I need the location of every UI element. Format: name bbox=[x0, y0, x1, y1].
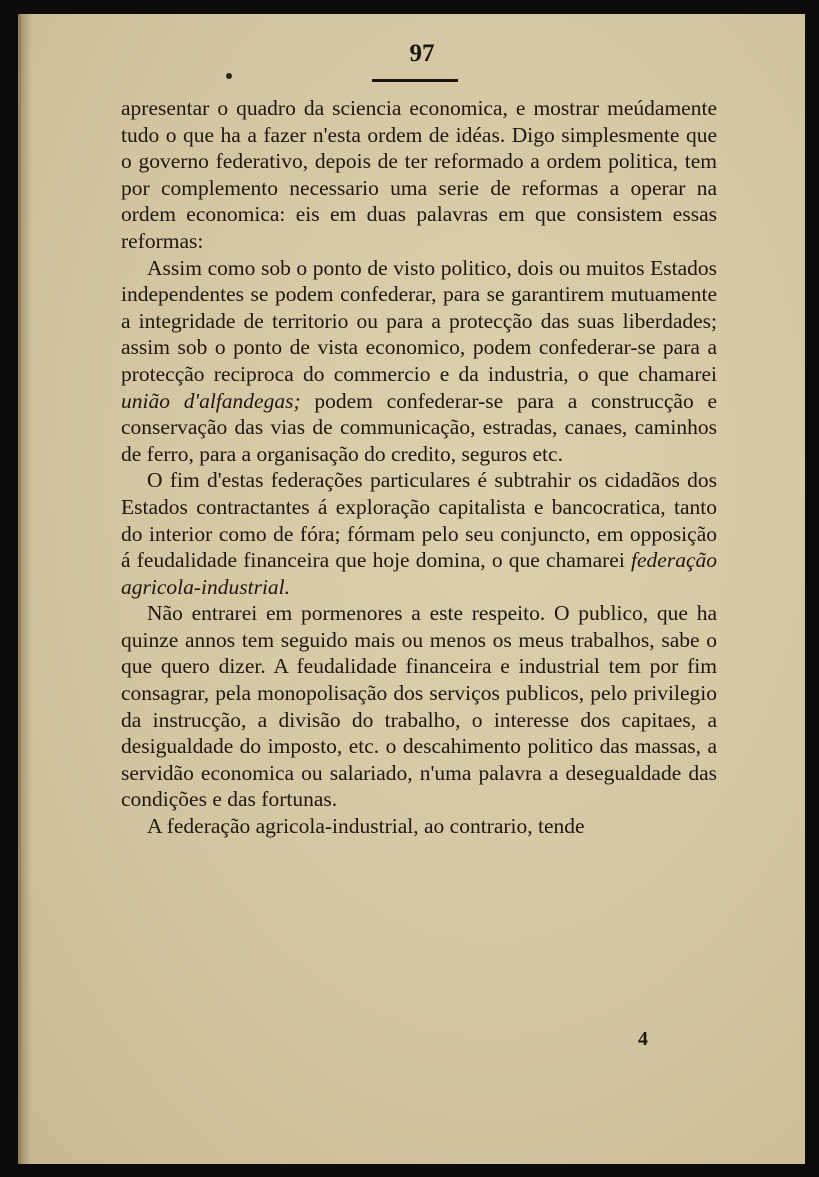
page-number: 97 bbox=[409, 40, 435, 67]
paragraph-1 bbox=[121, 95, 717, 255]
paragraph-3-text: O fim d'estas federações particulares é subtrahir os cidadãos dos Estados contractantes á exploração capitalista e bancocratica, tanto do interior como de fóra; fórmam pelo seu conjuncto, em opposição á feudalidade financeira que hoje domina, o que chamarei bbox=[121, 468, 717, 573]
gutter-shadow bbox=[18, 14, 32, 1164]
paragraph-2-text-a: Assim como sob o ponto de visto politico, dois ou muitos Estados independentes se podem confederar, para se garantirem mutuamente a integridade de territorio ou para a protecção das suas liberdades; assim sob o ponto de vista economico, podem confederar-se para a protecção reciproca do commercio e da industria, o que chamarei bbox=[121, 255, 717, 386]
paragraph-2 bbox=[121, 255, 717, 468]
paragraph-2-italic-term: união d'alfandegas; bbox=[121, 388, 301, 413]
ink-speck bbox=[226, 73, 232, 79]
paragraph-1-text: apresentar o quadro da sciencia economica, e mostrar meúdamente tudo o que ha a fazer n'esta ordem de idéas. Digo simplesmente que o governo federativo, depois de ter reformado a ordem politica, tem por complemento necessario uma serie de reformas a operar na ordem economica: eis em duas palavras em que consistem essas reformas: bbox=[121, 96, 717, 253]
paragraph-5 bbox=[121, 813, 717, 840]
paragraph-4 bbox=[121, 600, 717, 813]
page-number-rule bbox=[372, 79, 458, 82]
paragraph-3-italic-term: federação agricola-industrial. bbox=[121, 548, 717, 599]
signature-mark: 4 bbox=[638, 1028, 648, 1050]
paragraph-2-text-b: podem confederar-se para a construcção e conservação das vias de communicação, estradas, canaes, caminhos de ferro, para a organisação do credito, seguros etc. bbox=[121, 388, 717, 466]
paragraph-4-text: Não entrarei em pormenores a este respeito. O publico, que ha quinze annos tem seguido mais ou menos os meus trabalhos, sabe o que quero dizer. A feudalidade financeira e industrial tem por fim consagrar, pela monopolisação dos serviços publicos, pelo privilegio da instrucção, a divisão do trabalho, o interesse dos capitaes, a desigualdade do imposto, etc. o descahimento politico das massas, a servidão economica ou salariado, n'uma palavra a desegualdade das condições e das fortunas. bbox=[121, 601, 717, 812]
paragraph-3 bbox=[121, 467, 717, 600]
body-text bbox=[121, 95, 717, 840]
paragraph-5-text: A federação agricola-industrial, ao contrario, tende bbox=[147, 814, 585, 839]
